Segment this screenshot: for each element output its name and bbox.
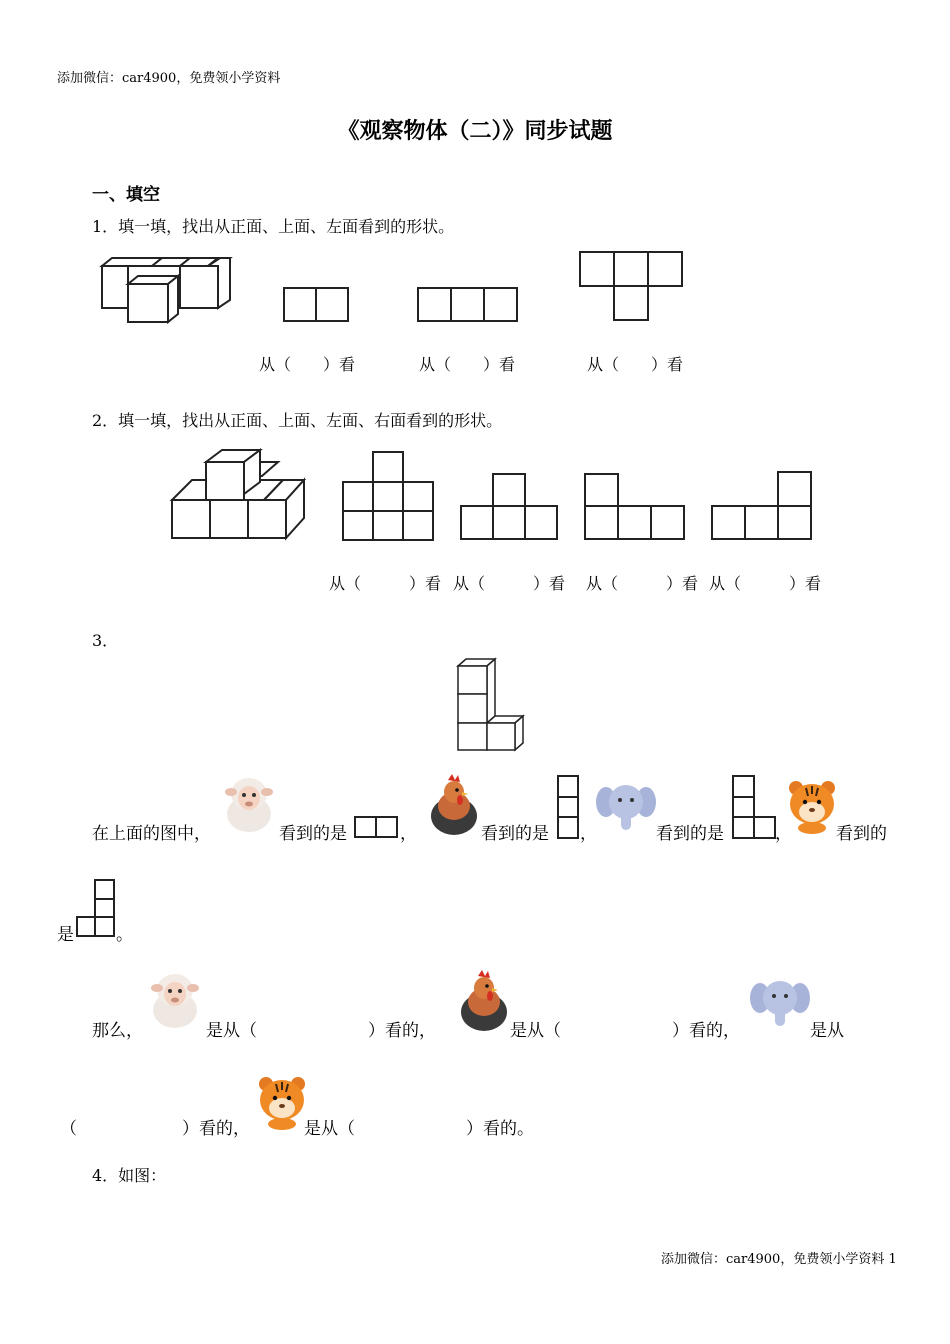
comma: ， [400, 824, 417, 844]
q3-intro: 在上面的图中， [92, 824, 211, 844]
q3-from-open-2: 是从（ [510, 1021, 561, 1041]
q3-open-paren: （ [60, 1119, 77, 1139]
tiger-icon [786, 778, 838, 836]
section-heading: 一、填空 [92, 185, 160, 205]
q3-see-2: 看到的是 [481, 824, 549, 844]
q1-view-a [282, 286, 350, 324]
q1-blank-2[interactable]: 从（ ）看 [419, 355, 516, 374]
elephant-icon [596, 780, 656, 838]
q1-blank-3[interactable]: 从（ ）看 [587, 355, 684, 374]
rooster-icon [428, 772, 480, 836]
q2-cube-figure [168, 446, 313, 544]
page-title: 《观察物体（二）》同步试题 [337, 118, 613, 144]
q3-shape-3 [731, 774, 777, 840]
question-3-number: 3． [92, 631, 119, 650]
q1-cube-figure [100, 256, 235, 326]
q2-blank-4[interactable]: 从（ ）看 [709, 574, 822, 593]
q3-see-4: 看到的 [836, 824, 887, 844]
sheep-icon [148, 966, 202, 1030]
q3-from-end: 是从 [810, 1021, 844, 1041]
q3-from-close-1: ）看的， [368, 1021, 436, 1041]
q2-view-b [459, 472, 559, 542]
q3-cube-figure [455, 656, 527, 754]
q2-view-d [710, 470, 814, 542]
q3-from-close-2: ）看的， [672, 1021, 740, 1041]
question-2: 2．填一填，找出从正面、上面、左面、右面看到的形状。 [92, 411, 503, 430]
q3-see-1: 看到的是 [279, 824, 347, 844]
sheep-icon [222, 770, 276, 834]
q3-period: 。 [116, 925, 133, 945]
q3-shi: 是 [57, 925, 74, 945]
q3-shape-4 [75, 878, 117, 938]
tiger-icon [256, 1074, 308, 1132]
q3-then: 那么， [92, 1021, 143, 1041]
q3-shape-2 [556, 774, 580, 840]
q3-shape-1 [353, 815, 399, 839]
q2-view-a [341, 450, 435, 542]
q1-view-b [416, 286, 518, 324]
rooster-icon [458, 968, 510, 1032]
q2-blank-3[interactable]: 从（ ）看 [586, 574, 699, 593]
question-1: 1．填一填，找出从正面、上面、左面看到的形状。 [92, 217, 455, 236]
header-note: 添加微信：car4900，免费领小学资料 [57, 71, 281, 86]
q2-blank-2[interactable]: 从（ ）看 [453, 574, 566, 593]
question-4: 4．如图： [92, 1166, 167, 1185]
q1-blank-1[interactable]: 从（ ）看 [259, 355, 356, 374]
footer-note: 添加微信：car4900，免费领小学资料 1 [661, 1252, 897, 1267]
q1-view-c [578, 250, 686, 324]
q3-from-open-4: 是从（ [304, 1119, 355, 1139]
elephant-icon [750, 976, 810, 1034]
comma: ， [775, 824, 792, 844]
comma: ， [580, 824, 597, 844]
q2-blank-1[interactable]: 从（ ）看 [329, 574, 442, 593]
q3-from-close-3: ）看的， [182, 1119, 250, 1139]
q3-last-close: ）看的。 [466, 1119, 534, 1139]
q2-view-c [583, 472, 687, 542]
q3-from-open-1: 是从（ [206, 1021, 257, 1041]
q3-see-3: 看到的是 [656, 824, 724, 844]
